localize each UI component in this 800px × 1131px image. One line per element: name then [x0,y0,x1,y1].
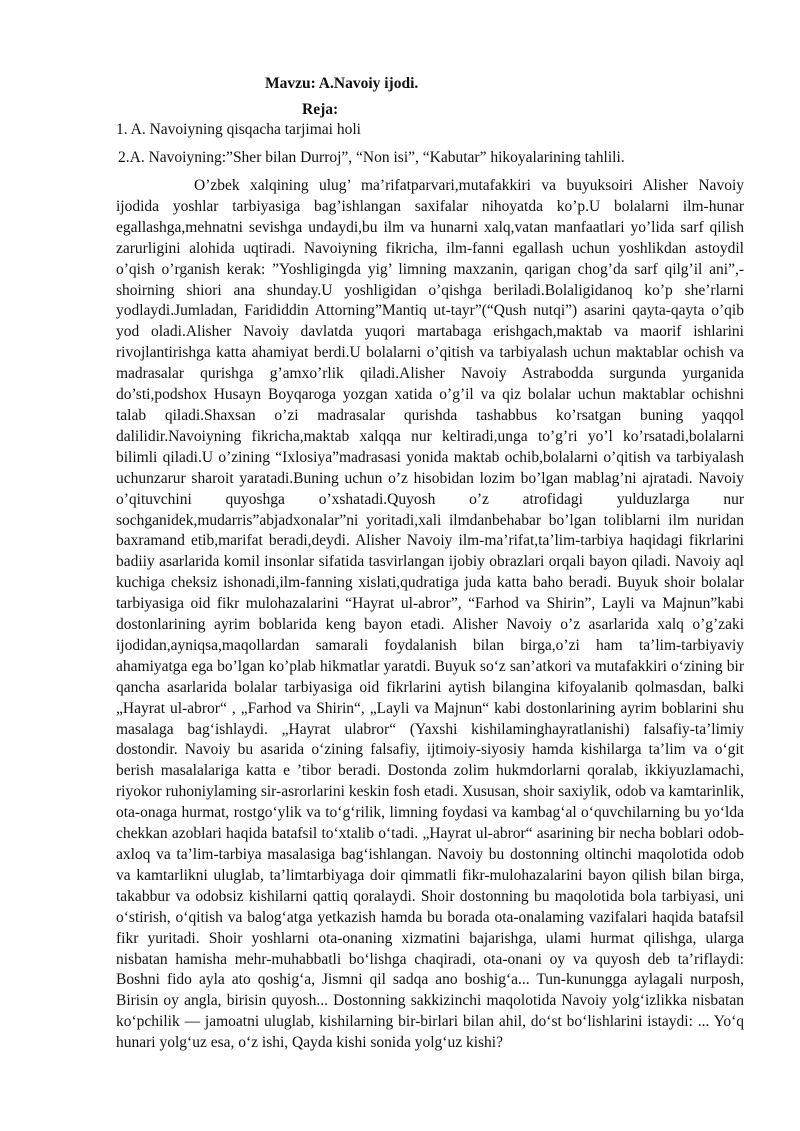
plan-item-1: 1. A. Navoiyning qisqacha tarjimai holi [116,121,361,138]
document-title: Mavzu: A.Navoiy ijodi. [265,75,419,92]
body-paragraph: O’zbek xalqining ulug’ ma’rifatparvari,mutafakkiri va buyuksoiri Alisher Navoiy ijodida yoshlar tarbiyasiga bag’ishlangan saxifalar nihoyatda ko’p.U bolalarni ilm-hunar egallashga,mehnatni sevishga undaydi,bu ilm va hunarni xalq,vatan manfaatlari yo’lida sarf qilish zarurligini alohida uqtiradi. Navoiyning fikricha, ilm-fanni egallash uchun yoshlikdan astoydil o’qish o’rganish kerak: ”Yoshligingda yig’ limning maxzanin, qarigan chog’da sarf qilg’il ani”,-shoirning shiori ana shunday.U yoshligidan o’qishga beriladi.Bolaligidanoq ko’p she’rlarni yodlaydi.Jumladan, Farididdin Attorning”Mantiq ut-tayr”(“Qush nutqi”) asarini qayta-qayta o’qib yod oladi.Alisher Navoiy davlatda yuqori martabaga erishgach,maktab va maorif ishlarini rivojlantirishga katta ahamiyat berdi.U bolalarni o’qitish va tarbiyalash uchun maktablar ochish va madrasalar qurishga g’amxo’rlik qiladi.Alisher Navoiy Astrabodda surgunda yurganida do’sti,podshox Husayn Boyqaroga yozgan xatida o’g’il va qiz bolalar uchun maktablar ochishni talab qiladi.Shaxsan o’zi madrasalar qurishda tashabbus ko’rsatgan buning yaqqol dalilidir.Navoiyning fikricha,maktab xalqqa nur keltiradi,unga to’g’ri yo’l ko’rsatadi,bolalarni bilimli qiladi.U o’zining “Ixlosiya”madrasasi yonida maktab ochib,bolalarni o’qitish va tarbiyalash uchunzarur sharoit yaratadi.Buning uchun o’z hisobidan lozim bo’lgan mablag’ni ajratadi. Navoiy o’qituvchini quyoshga o’xshatadi.Quyosh o’z atrofidagi yulduzlarga nur sochganidek,mudarris”abjadxonalar”ni yoritadi,xali ilmdanbehabar bo’lgan toliblarni ilm nuridan baxramand etib,marifat beradi,deydi. Alisher Navoiy ilm-ma’rifat,ta’lim-tarbiya haqidagi fikrlarini badiiy asarlarida komil insonlar sifatida tasvirlangan ijobiy obrazlari orqali bayon qiladi. Navoiy aql kuchiga cheksiz ishonadi,ilm-fanning xislati,qudratiga juda katta baho beradi. Buyuk shoir bolalar tarbiyasiga oid fikr mulohazalarini “Hayrat ul-abror”, “Farhod va Shirin”, Layli va Majnun”kabi dostonlarining ayrim boblarida keng bayon etadi. Alisher Navoiy o’z asarlarida xalq o’g’zaki ijodidan,ayniqsa,maqollardan samarali foydalanish bilan birga,o’zi ham ta’lim-tarbiyaviy ahamiyatga ega bo’lgan ko’plab hikmatlar yaratdi. Buyuk so‘z san’atkori va mutafakkiri o‘zining bir qancha asarlarida bolalar tarbiyasiga oid fikrlarini aytish bilangina kifoyalanib qolmasdan, balki „Hayrat ul-abror“ , „Farhod va Shirin“, „Layli va Majnun“ kabi dostonlarining ayrim boblarini shu masalaga bag‘ishlaydi. „Hayrat ulabror“ (Yaxshi kishilaminghayratlanishi) falsafiy-ta’limiy dostondir. Navoiy bu asarida o‘zining falsafiy, ijtimoiy-siyosiy hamda kishilarga ta’lim va o‘git berish masalalariga katta e ’tibor beradi. Dostonda zolim hukmdorlarni qoralab, ikkiyuzlamachi, riyokor ruhoniylaming sir-asrorlarini keskin fosh etadi. Xususan, shoir saxiylik, odob va kamtarinlik, ota-onaga hurmat, rostgo‘ylik va to‘g‘rilik, limning foydasi va kambag‘al o‘quvchilarning bu yo‘lda chekkan azoblari haqida batafsil to‘xtalib o‘tadi. „Hayrat ul-abror“ asarining bir necha boblari odob-axloq va ta’lim-tarbiya masalasiga bag‘ishlangan. Navoiy bu dostonning oltinchi maqolotida odob va kamtarlikni uluglab, ta’limtarbiyaga doir qimmatli fikr-mulohazalarini bayon qilish bilan birga, takabbur va odobsiz kishilarni qattiq qoralaydi. Shoir dostonning bu maqolotida bola tarbiyasi, uni o‘stirish, o‘qitish va balog‘atga yetkazish hamda bu borada ota-onalaming vazifalari haqida batafsil fikr yuritadi. Shoir yoshlarni ota-onaning xizmatini bajarishga, ulami hurmat qilishga, ularga nisbatan hamisha mehr-muhabbatli bo‘lishga chaqiradi, ota-onani oy va quyosh deb ta’riflaydi: Boshni fido ayla ato qoshig‘a, Jismni qil sadqa ano boshig‘a... Tun-kunungga aylagali nurposh, Birisin oy angla, birisin quyosh... Dostonning sakkizinchi maqolotida Navoiy yolg‘izlikka nisbatan ko‘pchilik — jamoatni uluglab, kishilarning bir-birlari bilan ahil, do‘st bo‘lishlarini istaydi: ... Yo‘q hunari yolg‘uz esa, o‘z ishi, Qayda kishi sonida yolg‘uz kishi? [116,177,744,1052]
plan-item-2: 2.A. Navoiyning:”Sher bilan Durroj”, “Non isi”, “Kabutar” hikoyalarining tahlili. [118,149,625,166]
plan-heading: Reja: [302,101,339,118]
document-page [116,74,744,1054]
